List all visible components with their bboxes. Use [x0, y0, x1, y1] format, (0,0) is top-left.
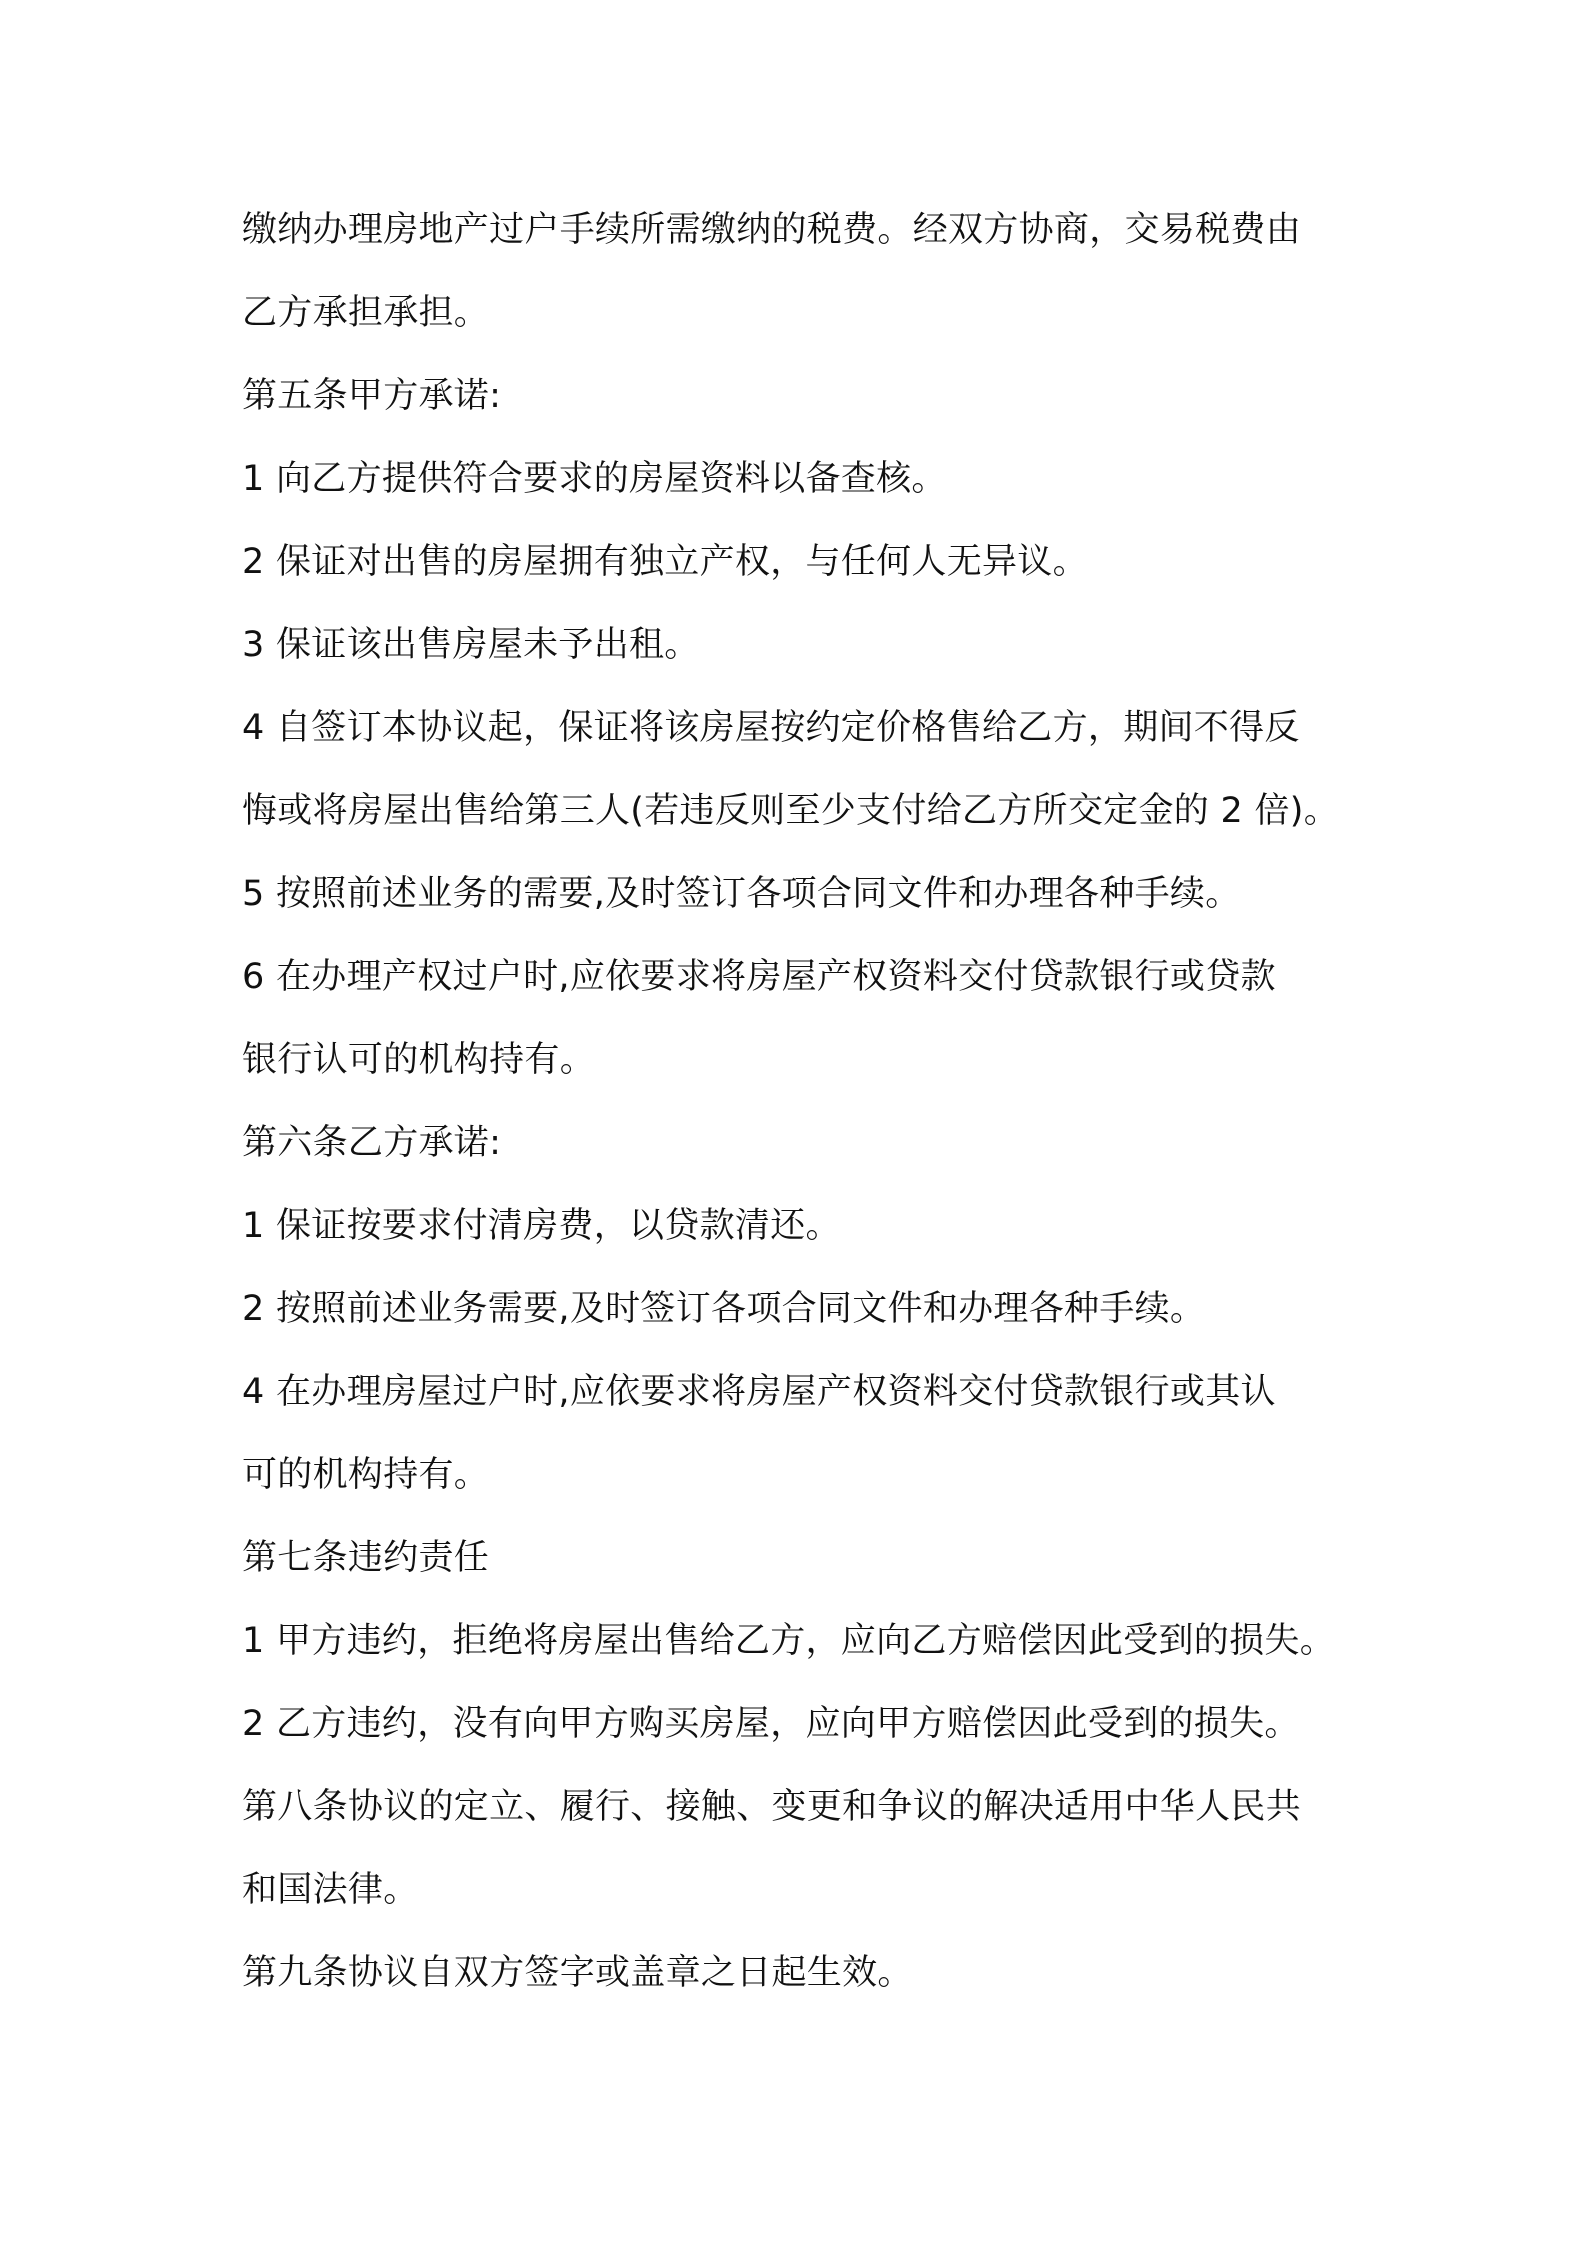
list-item: 4 自签订本协议起，保证将该房屋按约定价格售给乙方，期间不得反 — [242, 708, 1300, 748]
list-item-continuation: 悔或将房屋出售给第三人(若违反则至少支付给乙方所交定金的 2 倍)。 — [242, 791, 1340, 831]
section-paragraph-continuation: 和国法律。 — [242, 1870, 419, 1910]
section-paragraph: 第八条协议的定立、履行、接触、变更和争议的解决适用中华人民共 — [242, 1787, 1302, 1827]
paragraph-line: 乙方承担承担。 — [242, 293, 490, 333]
list-item: 2 保证对出售的房屋拥有独立产权，与任何人无异议。 — [242, 542, 1088, 582]
list-item: 1 保证按要求付清房费，以贷款清还。 — [242, 1206, 841, 1246]
list-item: 4 在办理房屋过户时,应依要求将房屋产权资料交付贷款银行或其认 — [242, 1372, 1276, 1412]
section-heading: 第六条乙方承诺: — [242, 1123, 502, 1163]
document-body — [242, 200, 1392, 2026]
list-item: 2 按照前述业务需要,及时签订各项合同文件和办理各种手续。 — [242, 1289, 1206, 1329]
section-paragraph: 第九条协议自双方签字或盖章之日起生效。 — [242, 1953, 913, 1993]
list-item: 1 向乙方提供符合要求的房屋资料以备查核。 — [242, 459, 947, 499]
list-item: 2 乙方违约，没有向甲方购买房屋，应向甲方赔偿因此受到的损失。 — [242, 1704, 1300, 1744]
list-item-continuation: 可的机构持有。 — [242, 1455, 490, 1495]
list-item: 6 在办理产权过户时,应依要求将房屋产权资料交付贷款银行或贷款 — [242, 957, 1276, 997]
section-heading: 第五条甲方承诺: — [242, 376, 502, 416]
list-item-continuation: 银行认可的机构持有。 — [242, 1040, 596, 1080]
paragraph-line: 缴纳办理房地产过户手续所需缴纳的税费。经双方协商，交易税费由 — [242, 210, 1302, 250]
list-item: 5 按照前述业务的需要,及时签订各项合同文件和办理各种手续。 — [242, 874, 1241, 914]
section-heading: 第七条违约责任 — [242, 1538, 490, 1578]
list-item: 1 甲方违约，拒绝将房屋出售给乙方，应向乙方赔偿因此受到的损失。 — [242, 1621, 1335, 1661]
list-item: 3 保证该出售房屋未予出租。 — [242, 625, 700, 665]
